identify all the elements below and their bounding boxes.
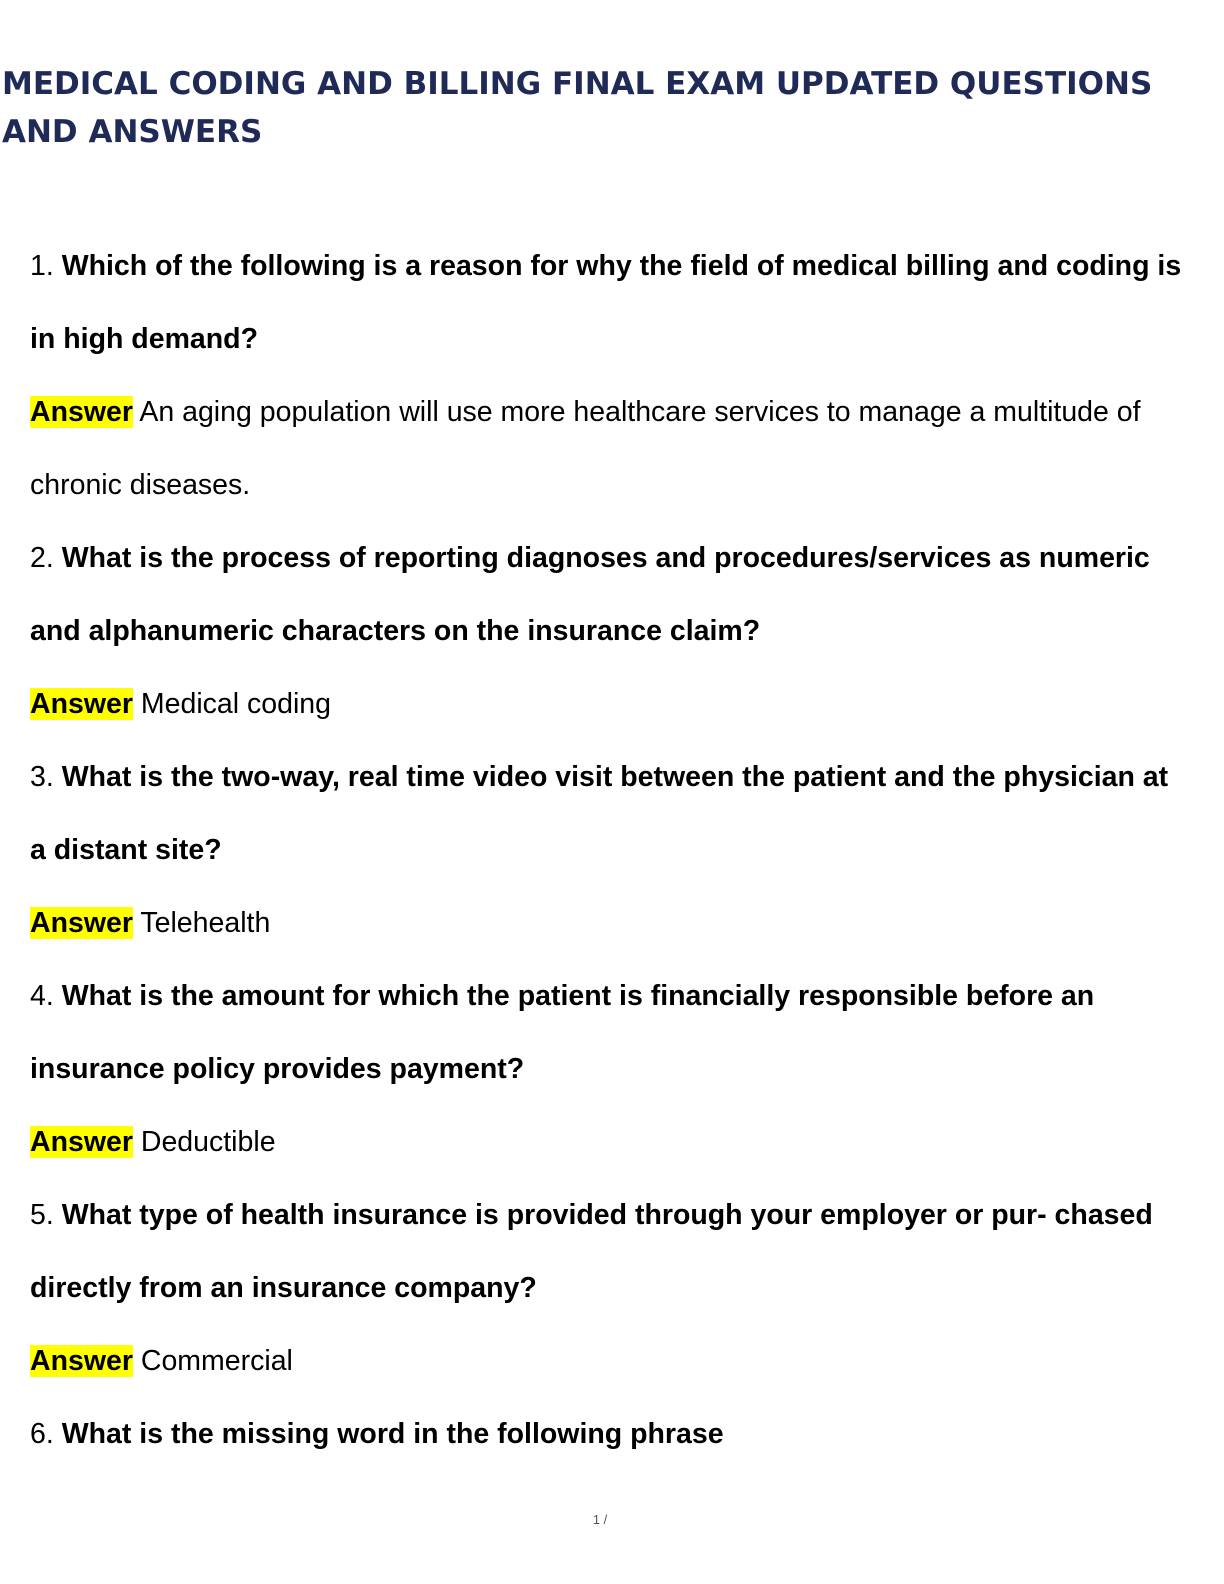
question-number: 5. [30, 1199, 54, 1231]
answer-text: Deductible [140, 1126, 276, 1158]
question-6 [30, 1398, 1190, 1471]
answer-label: Answer [30, 1126, 133, 1158]
question-number: 4. [30, 980, 54, 1012]
question-text: What is the amount for which the patient is financially responsible before an insurance policy provides payment? [30, 980, 1095, 1085]
question-4 [30, 960, 1190, 1106]
question-text: Which of the following is a reason for why the field of medical billing and coding is in high demand? [30, 250, 1182, 355]
question-1 [30, 230, 1190, 376]
answer-text: Medical coding [140, 688, 331, 720]
page-footer: 1 / [592, 1512, 608, 1527]
answer-5 [30, 1325, 1190, 1398]
answer-text: Telehealth [140, 907, 271, 939]
question-number: 1. [30, 250, 54, 282]
answer-4 [30, 1106, 1190, 1179]
question-number: 6. [30, 1418, 54, 1450]
answer-text: Commercial [140, 1345, 293, 1377]
question-number: 3. [30, 761, 54, 793]
answer-label: Answer [30, 688, 133, 720]
question-2 [30, 522, 1190, 668]
answer-3 [30, 887, 1190, 960]
question-5 [30, 1179, 1190, 1325]
question-number: 2. [30, 542, 54, 574]
answer-2 [30, 668, 1190, 741]
question-3 [30, 741, 1190, 887]
document-title: MEDICAL CODING AND BILLING FINAL EXAM UPDATED QUESTIONS AND ANSWERS [2, 66, 1153, 150]
answer-label: Answer [30, 907, 133, 939]
question-text: What is the missing word in the following phrase [61, 1418, 724, 1450]
question-text: What is the two-way, real time video visit between the patient and the physician at a distant site? [30, 761, 1169, 866]
qa-list [30, 230, 1190, 1471]
answer-text: An aging population will use more healthcare services to manage a multitude of chronic diseases. [30, 396, 1141, 501]
answer-1 [30, 376, 1190, 522]
answer-label: Answer [30, 396, 133, 428]
question-text: What type of health insurance is provided through your employer or pur- chased directly from an insurance company? [30, 1199, 1153, 1304]
question-text: What is the process of reporting diagnoses and procedures/services as numeric and alphanumeric characters on the insurance claim? [30, 542, 1150, 647]
answer-label: Answer [30, 1345, 133, 1377]
